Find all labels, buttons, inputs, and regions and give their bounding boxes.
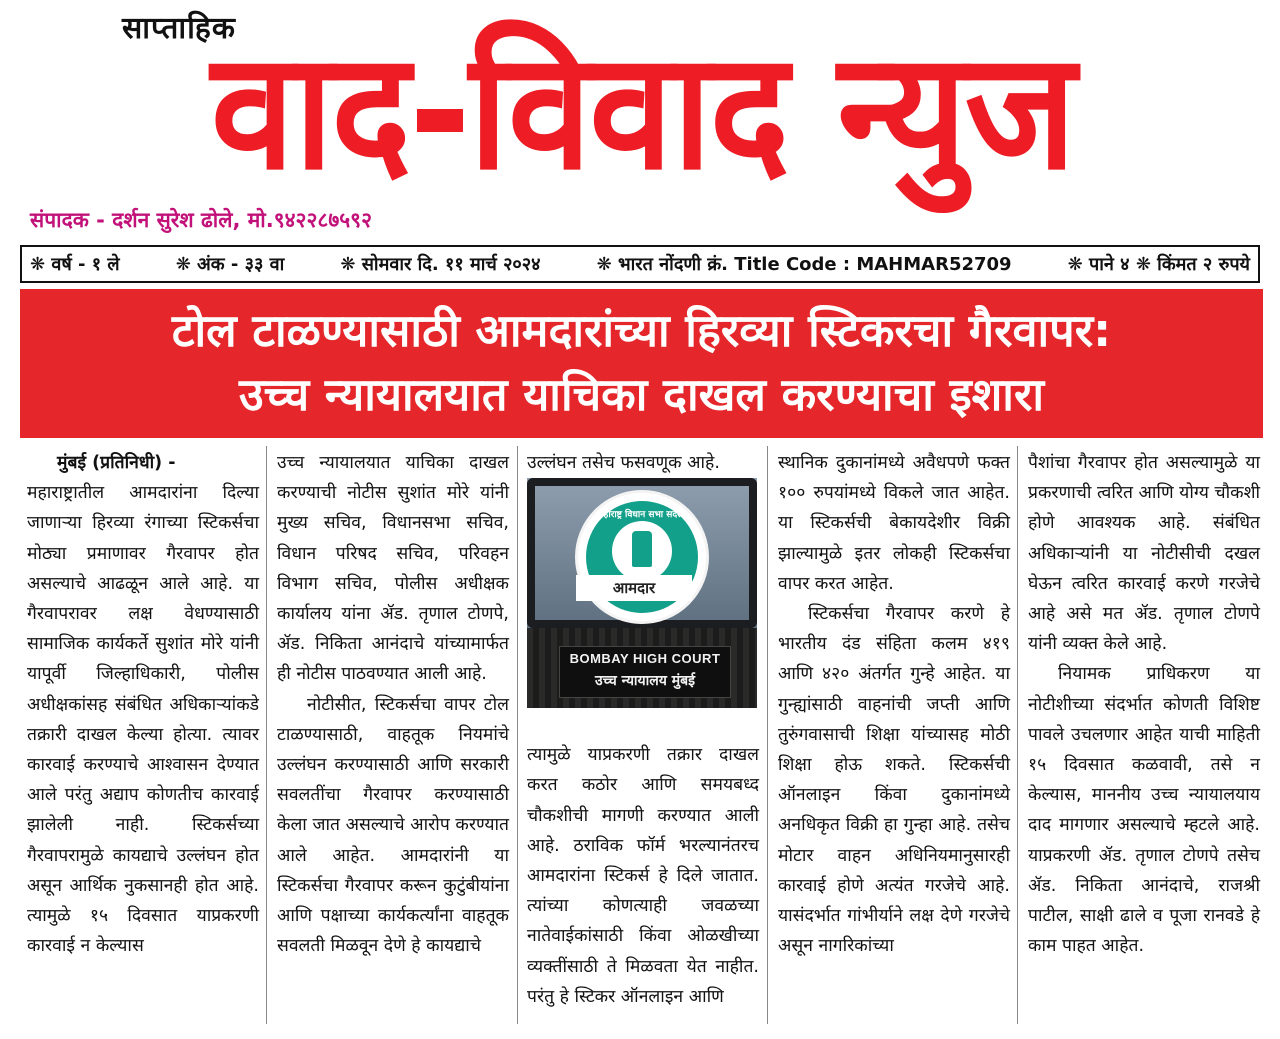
article-column-1 [27,448,259,961]
article-column-2 [277,448,509,961]
headline-banner [20,289,1263,438]
column-divider [266,446,267,1024]
court-signboard [559,646,731,698]
info-date: ❋ सोमवार दि. ११ मार्च २०२४ [340,254,541,275]
sticker-label: आमदार [576,575,692,601]
article-paragraph: स्टिकर्सचा गैरवापर करणे हे भारतीय दंड संहिता कलम ४१९ आणि ४२० अंतर्गत गुन्हे आहेत. या गुन्ह्यांसाठी वाहनांची जप्ती आणि तुरुंगवासाची शिक्षा यांच्यासह मोठी शिक्षा होऊ शकते. स्टिकर्सची ऑनलाइन किंवा दुकानांमध्ये अनधिकृत विक्री हा गुन्हा आहे. तसेच मोटार वाहन अधिनियमानुसारही कारवाई होणे अत्यंत गरजेचे आहे. यासंदर्भात गांभीर्याने लक्ष देणे गरजेचे असून नागरिकांच्या [778,604,1010,957]
column-divider [517,446,518,1024]
article-dateline: मुंबई (प्रतिनिधी) - [57,453,176,473]
info-pages-price [1068,252,1250,276]
masthead-title: वाद-विवाद न्युज [210,18,1075,206]
headline-line-1: टोल टाळण्यासाठी आमदारांच्या हिरव्या स्टिकरचा गैरवापर: [171,304,1112,357]
info-pages: ❋ पाने ४ [1067,254,1130,275]
national-emblem-icon [632,531,652,567]
sticker-ring-text: महाराष्ट्र विधान सभा सदस्य [598,510,686,520]
column-divider [1017,446,1018,1024]
article-paragraph: त्यामुळे याप्रकरणी तक्रार दाखल करत कठोर आणि समयबध्द चौकशीची मागणी करण्यात आली आहे. ठराविक फॉर्म भरल्यानंतरच आमदारांना स्टिकर्स हे दिले जातात. त्यांच्या कोणत्याही जवळच्या नातेवाईकांसाठी किंवा ओळखीच्या व्यक्तींसाठी ते मिळवता येत नाहीत. परंतु हे स्टिकर ऑनलाइन आणि [527,745,759,1007]
headline-line-2: उच्च न्यायालयात याचिका दाखल करण्याचा इशारा [238,368,1045,421]
court-sign-english: BOMBAY HIGH COURT [569,651,721,666]
article-column-5 [1028,448,1260,961]
editor-line: संपादक - दर्शन सुरेश ढोले, मो.९४२२८७५९२ [30,208,372,232]
issue-info-bar [20,245,1260,283]
court-sign-marathi: उच्च न्यायालय मुंबई [594,673,696,689]
article-paragraph: पैशांचा गैरवापर होत असल्यामुळे या प्रकरणाची त्वरित आणि योग्य चौकशी होणे आवश्यक आहे. संबंधित अधिकाऱ्यांनी या नोटीसीची दखल घेऊन त्वरित कारवाई करणे गरजेचे आहे असे मत ॲड. तृणाल टोणपे यांनी व्यक्त केले आहे. [1028,453,1261,655]
article-paragraph: नियामक प्राधिकरण या नोटीशीच्या संदर्भात कोणती विशिष्ट पावले उचलणार आहेत याची माहिती १५ दिवसात कळवावी, तसे न केल्यास, माननीय उच्च न्यायालयाय दाद मागणार असल्याचे म्हटले आहे. याप्रकरणी ॲड. तृणाल टोणपे तसेच ॲड. निकिता आनंदाचे, राजश्री पाटील, साक्षी ढाले व पूजा रानवडे हे काम पाहत आहेत. [1028,664,1260,957]
article-paragraph: नोटीसीत, स्टिकर्सचा वापर टोल टाळण्यासाठी, वाहतूक नियमांचे उल्लंघन करण्यासाठी आणि सरकारी सवलतींचा गैरवापर करण्यासाठी केला जात असल्याचे आरोप करण्यात आले आहेत. आमदारांनी या स्टिकर्सचा गैरवापर करून कुटुंबीयांना आणि पक्षाच्या कार्यकर्त्यांना वाहतूक सवलती मिळवून देणे हे कायद्याचे [277,694,509,957]
info-issue: ❋ अंक - ३३ वा [175,254,285,275]
article-paragraph: स्थानिक दुकानांमध्ये अवैधपणे फक्त १०० रुपयांमध्ये विकले जात आहेत. या स्टिकर्सची बेकायदेशीर विक्री झाल्यामुळे इतर लोकही स्टिकर्सचा वापर करत आहेत. [778,453,1010,594]
info-registration: ❋ भारत नोंदणी क्रं. Title Code : MAHMAR52709 [596,254,1012,275]
article-paragraph: महाराष्ट्रातील आमदारांना दिल्या जाणाऱ्या हिरव्या रंगाच्या स्टिकर्सचा मोठ्या प्रमाणावर गैरवापर होत असल्याचे आढळून आले आहे. या गैरवापरावर लक्ष वेधण्यासाठी सामाजिक कार्यकर्ते सुशांत मोरे यांनी यापूर्वी जिल्हाधिकारी, पोलीस अधीक्षकांसह संबंधित अधिकाऱ्यांकडे तक्रारी दाखल केल्या होत्या. त्यावर कारवाई करण्याचे आश्वासन देण्यात आले परंतु अद्याप कोणतीच कारवाई झालेली नाही. स्टिकर्सच्या गैरवापरामुळे कायद्याचे उल्लंघन होत असून आर्थिक नुकसानही होत आहे. त्यामुळे १५ दिवसात याप्रकरणी कारवाई न केल्यास [27,483,259,957]
mla-sticker [575,490,709,624]
article-photo [527,478,757,708]
article-paragraph: उल्लंघन तसेच फसवणूक आहे. [527,453,720,473]
masthead-kicker: साप्ताहिक [122,11,236,46]
info-price: ❋ किंमत २ रुपये [1135,254,1250,275]
info-year: ❋ वर्ष - १ ले [30,254,120,275]
emblem-circle [612,521,672,581]
article-column-4 [778,448,1010,961]
column-divider [767,446,768,1024]
article-paragraph: उच्च न्यायालयात याचिका दाखल करण्याची नोटीस सुशांत मोरे यांनी मुख्य सचिव, विधानसभा सचिव, विधान परिषद सचिव, परिवहन विभाग सचिव, पोलीस अधीक्षक कार्यालय यांना ॲड. तृणाल टोणपे, ॲड. निकिता आनंदाचे यांच्यामार्फत ही नोटीस पाठवण्यात आली आहे. [277,453,509,685]
